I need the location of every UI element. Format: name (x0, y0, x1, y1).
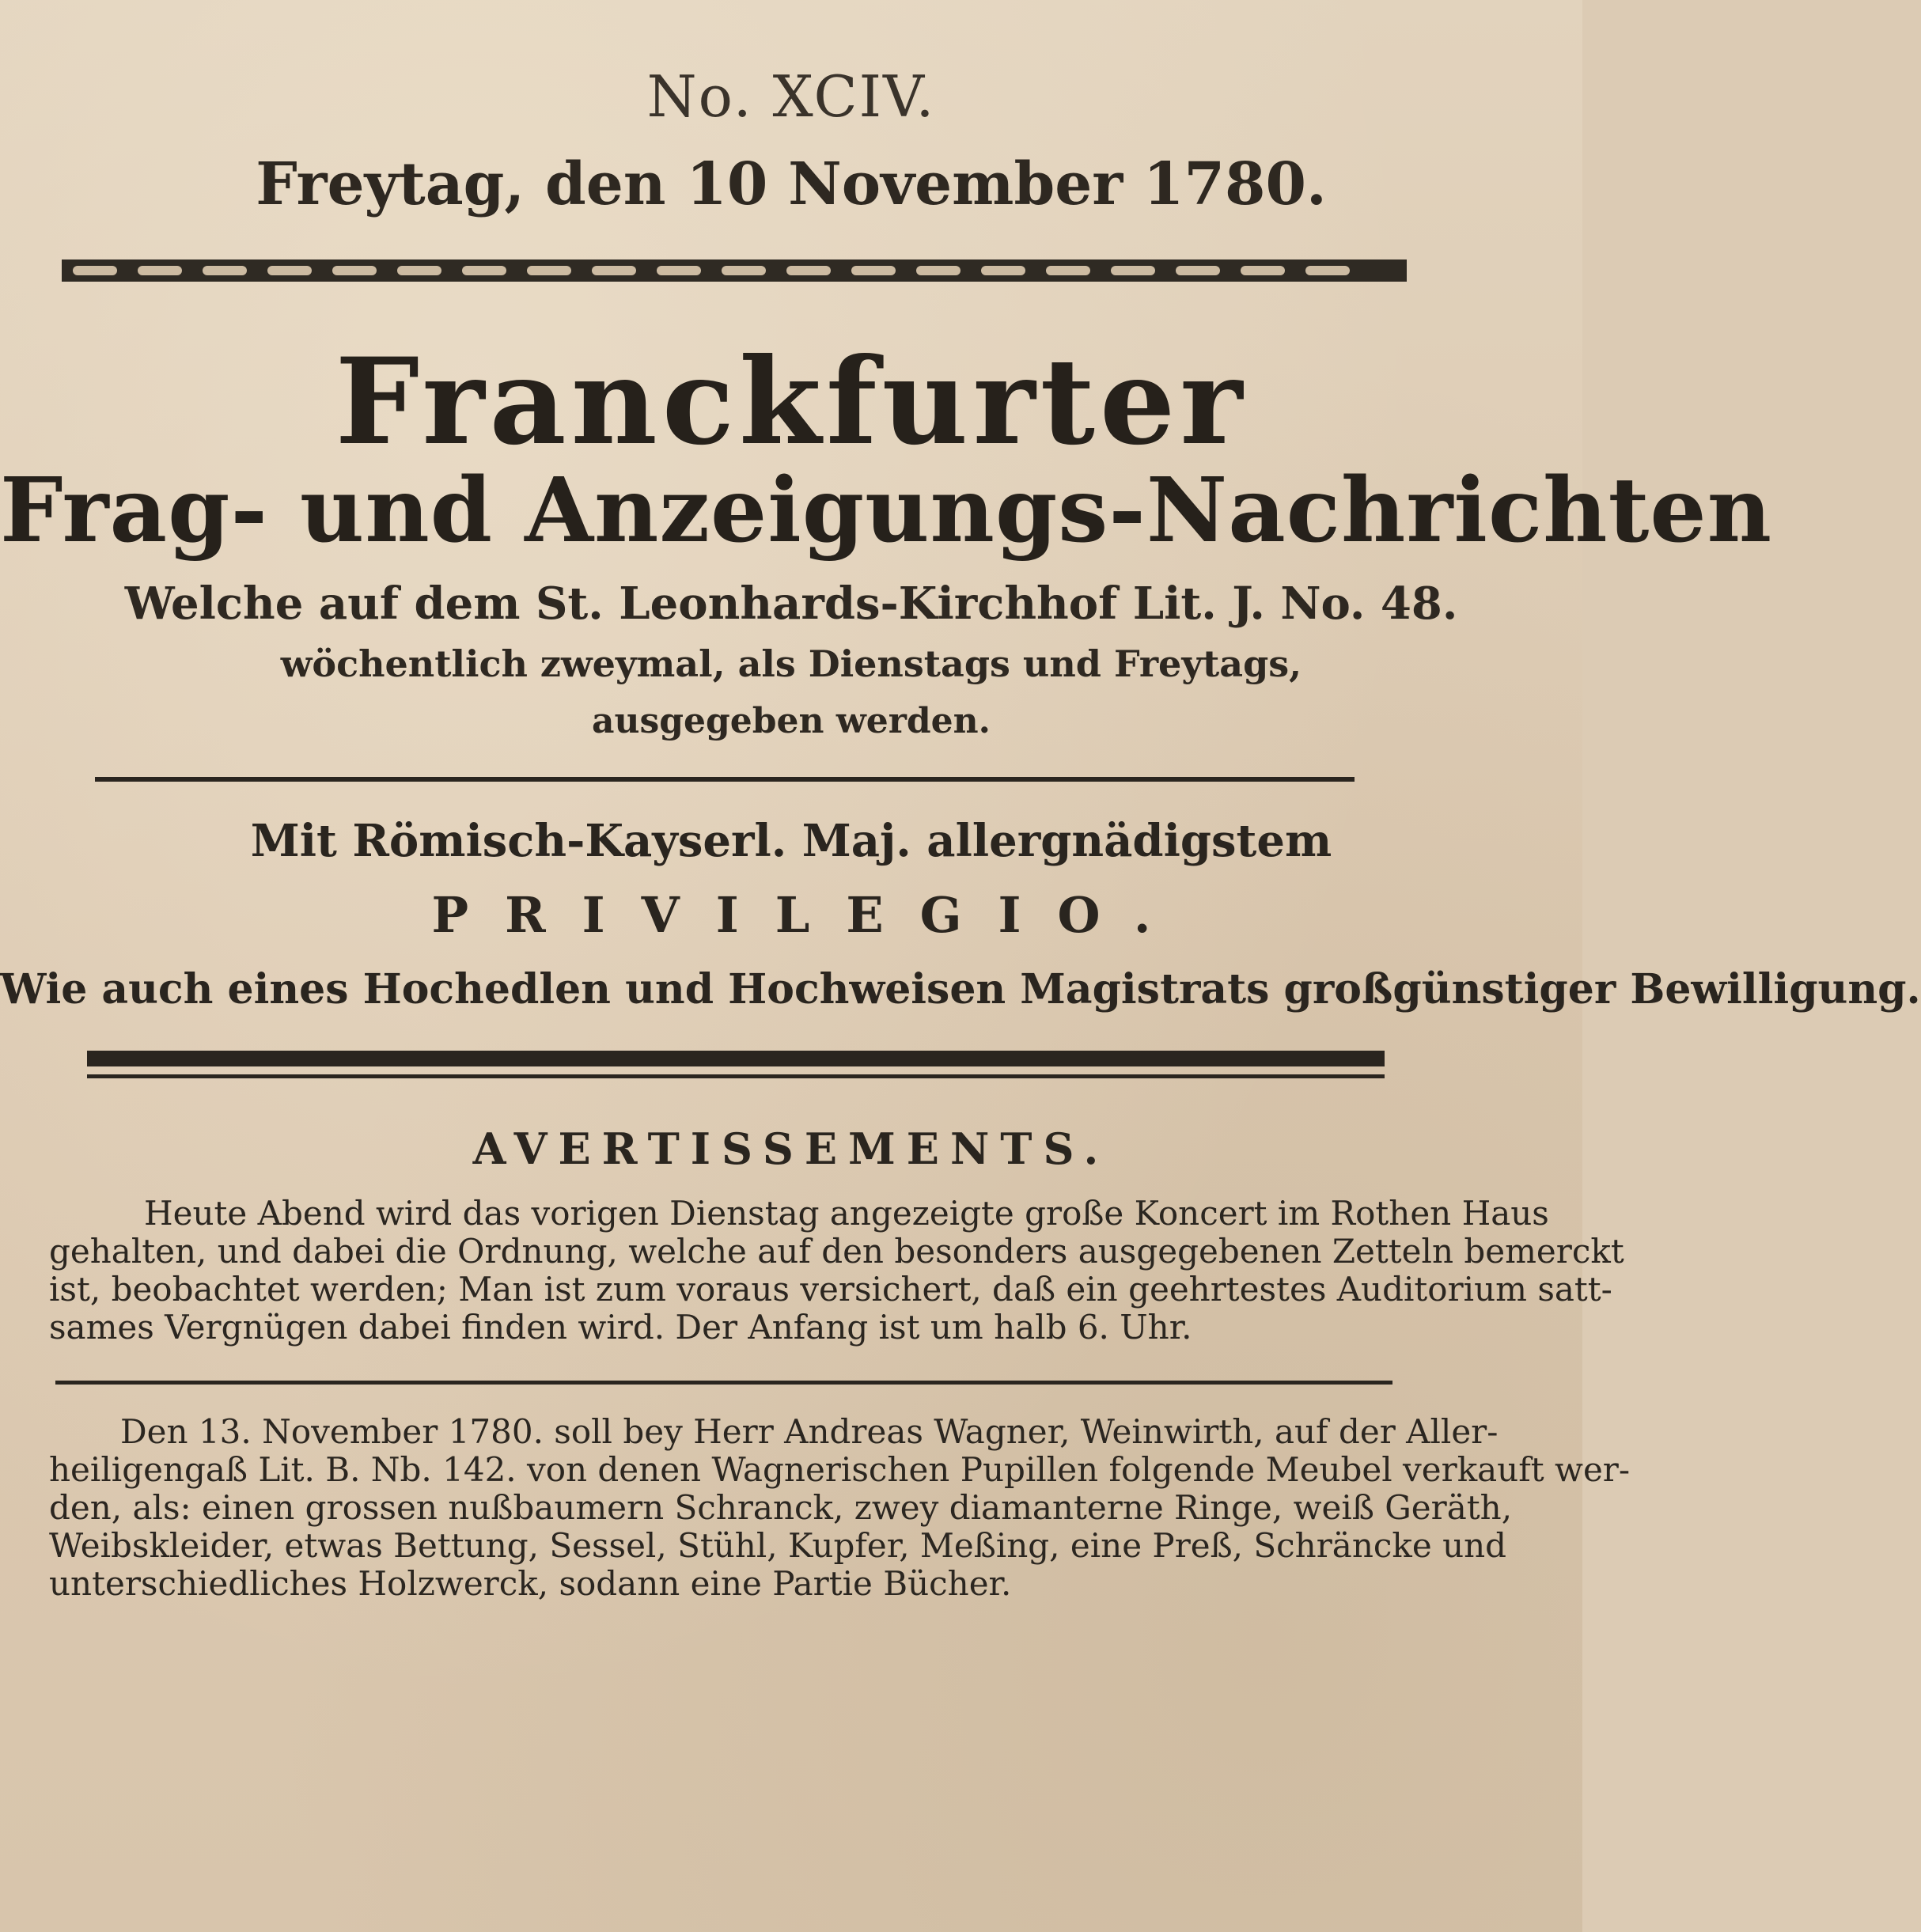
notice-line: Den 13. November 1780. soll bey Herr Andreas Wagner, Weinwirth, auf der Aller- (120, 1412, 1499, 1451)
section-heading: AVERTISSEMENTS. (472, 1123, 1110, 1174)
notice-divider-rule (55, 1381, 1392, 1385)
notice-line: gehalten, und dabei die Ordnung, welche auf den besonders ausgegebenen Zetteln bemerckt (49, 1232, 1624, 1271)
notice-line: sames Vergnügen dabei finden wird. Der Anfang ist um halb 6. Uhr. (49, 1308, 1192, 1347)
notice-concert (49, 1194, 1624, 1347)
notice-line: Heute Abend wird das vorigen Dienstag angezeigte große Koncert im Rothen Haus (144, 1194, 1549, 1233)
publication-schedule: wöchentlich zweymal, als Dienstags und Freytags, (280, 642, 1302, 685)
divider-rule (95, 777, 1355, 782)
issue-date: Freytag, den 10 November 1780. (256, 150, 1327, 218)
issue-number: No. XCIV. (646, 63, 936, 130)
newspaper-title-line2: Frag- und Anzeigungs-Nachrichten (0, 459, 1773, 563)
notice-line: ist, beobachtet werden; Man ist zum voraus versichert, daß ein geehrtestes Auditorium satt- (49, 1270, 1612, 1309)
privilege-line: Mit Römisch-Kayserl. Maj. allergnädigstem (250, 815, 1332, 867)
ornamental-border (62, 255, 1407, 286)
notice-line: heiligengaß Lit. B. Nb. 142. von denen Wagnerischen Pupillen folgende Meubel verkauft wer- (49, 1450, 1631, 1489)
thin-divider-rule (87, 1074, 1385, 1078)
publication-note: ausgegeben werden. (592, 701, 991, 741)
notice-line: den, als: einen grossen nußbaumern Schranck, zwey diamanterne Ringe, weiß Geräth, (49, 1488, 1513, 1527)
privilege-heading: PRIVILEGIO. (431, 886, 1188, 944)
notice-line: Weibskleider, etwas Bettung, Sessel, Stühl, Kupfer, Meßing, eine Preß, Schräncke und (49, 1526, 1507, 1565)
newspaper-title-line1: Franckfurter (335, 332, 1248, 472)
notice-line: unterschiedliches Holzwerck, sodann eine Partie Bücher. (49, 1564, 1012, 1603)
publisher-address: Welche auf dem St. Leonhards-Kirchhof Lit. J. No. 48. (124, 578, 1458, 630)
notice-auction (49, 1412, 1631, 1603)
thick-divider-rule (87, 1051, 1385, 1066)
magistrate-approval-line: Wie auch eines Hochedlen und Hochweisen Magistrats großgünstiger Bewilligung. (0, 965, 1921, 1013)
